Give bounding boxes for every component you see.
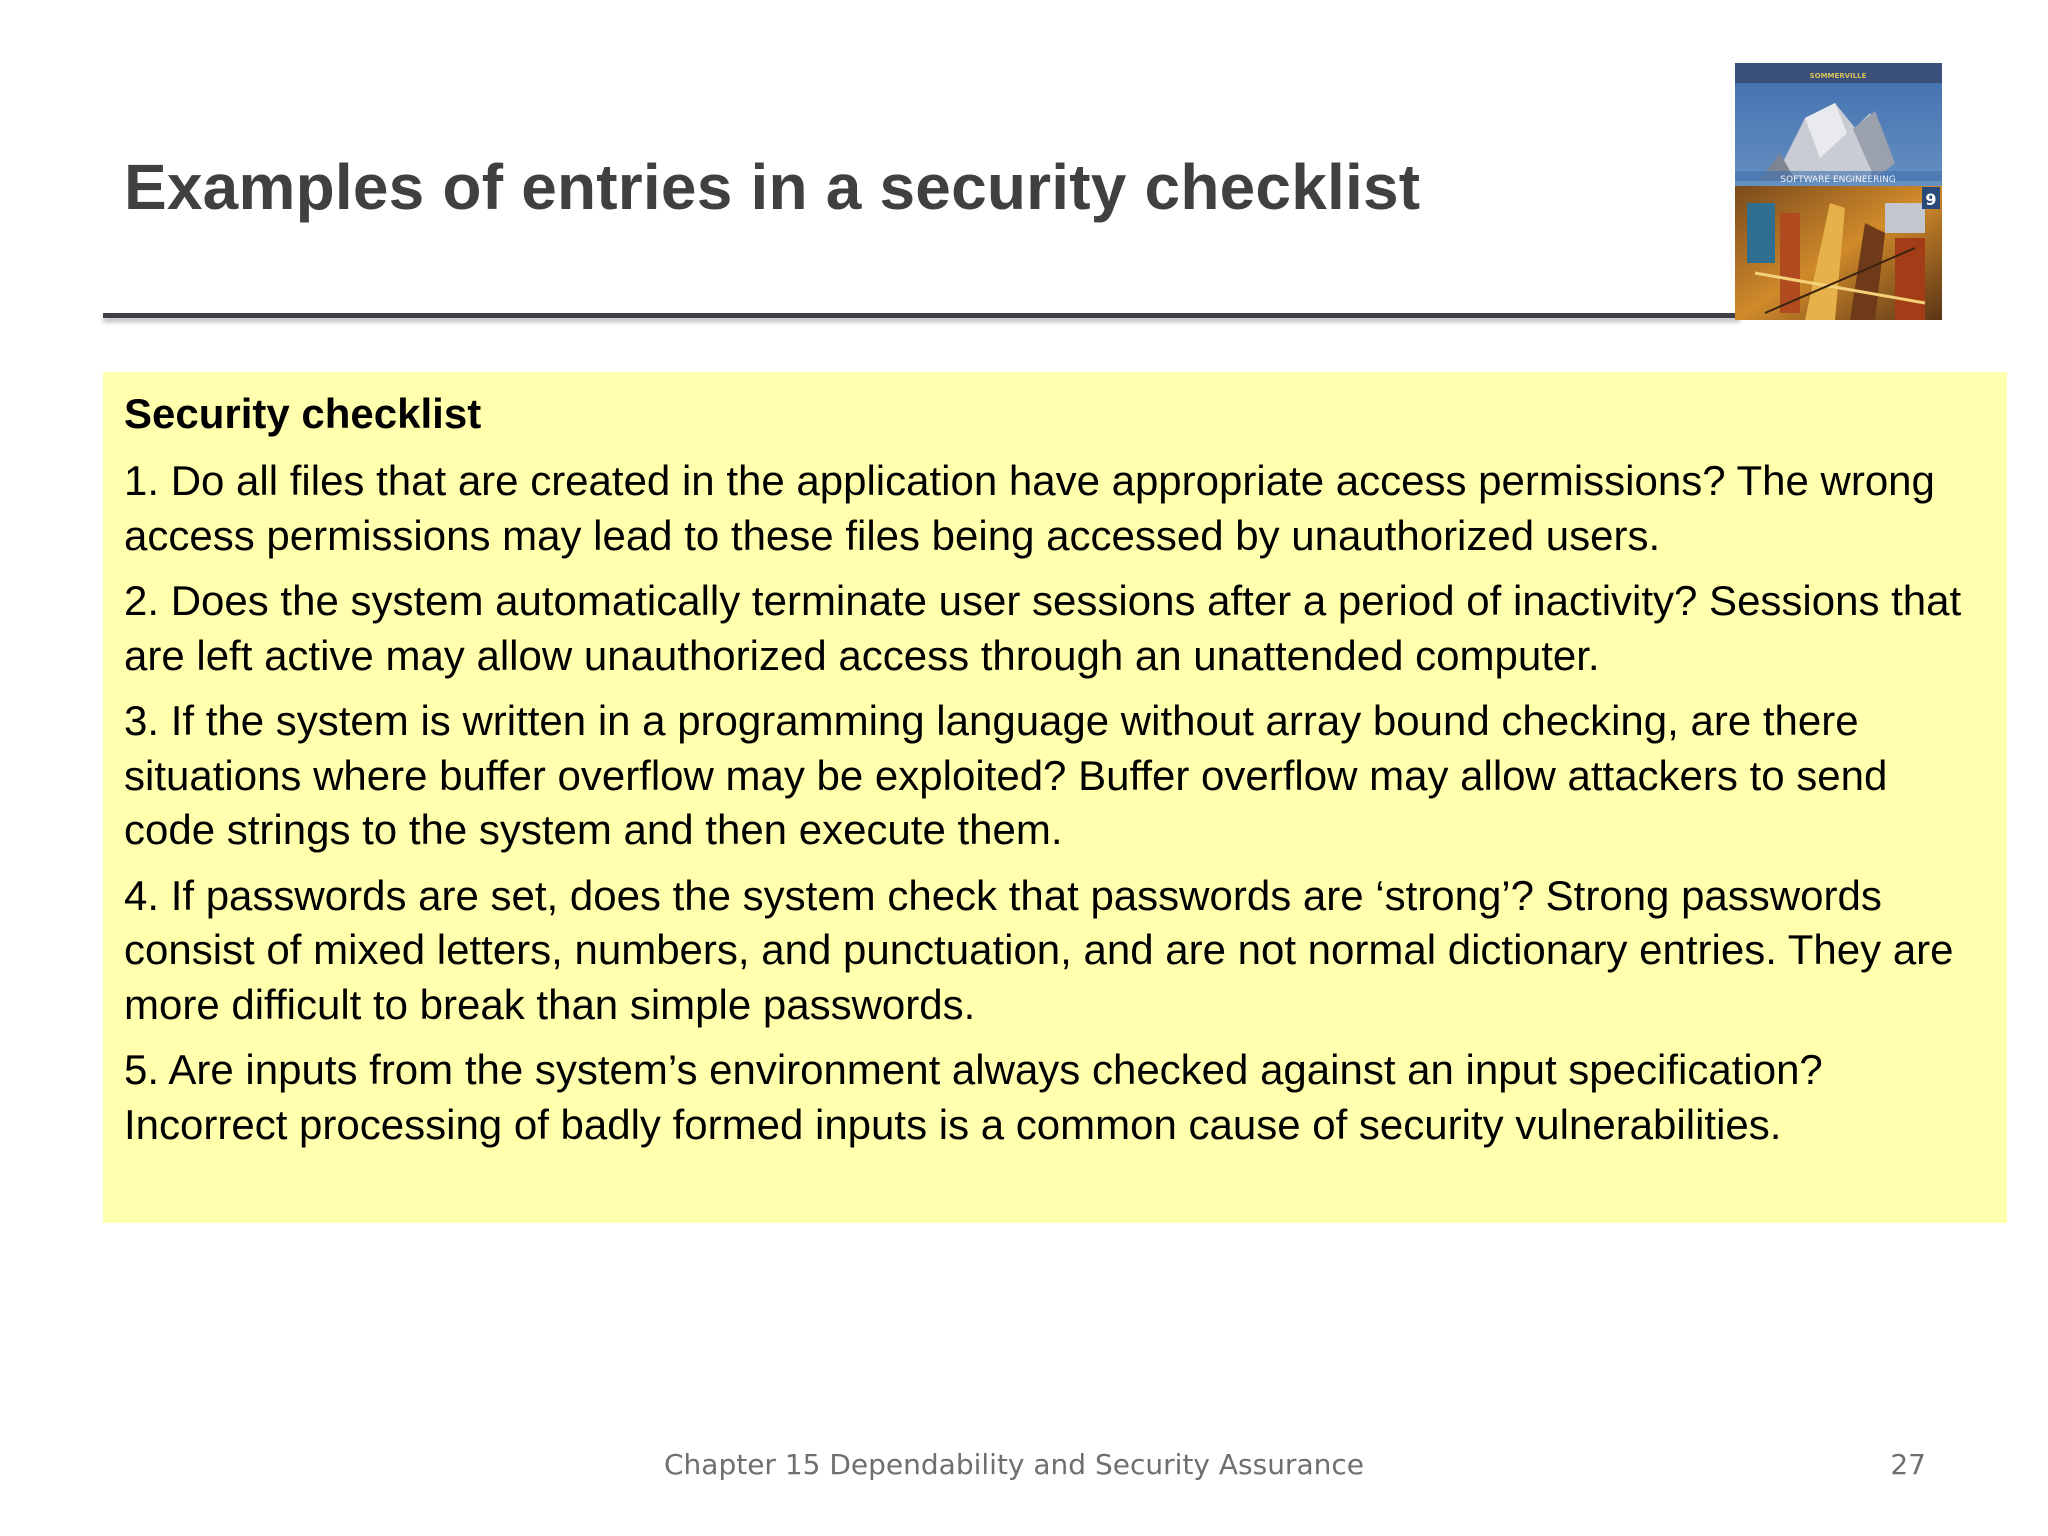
footer-chapter-title: Chapter 15 Dependability and Security Assurance: [664, 1448, 1364, 1481]
checklist-item: 1. Do all files that are created in the application have appropriate access permissions? The wrong access permissions may lead to these files being accessed by unauthorized users.: [124, 457, 1935, 559]
slide-title: Examples of entries in a security checklist: [124, 151, 1421, 223]
checklist-item: 2. Does the system automatically terminate user sessions after a period of inactivity? Sessions that are left active may allow unauthorized access through an unattended computer.: [124, 577, 1962, 679]
book-cover-image: [1735, 63, 1942, 320]
security-checklist-box: [103, 372, 2007, 1223]
checklist-item: 5. Are inputs from the system’s environment always checked against an input specification? Incorrect processing of badly formed inputs is a common cause of security vulnerabilities.: [124, 1046, 1823, 1148]
checklist-item: 4. If passwords are set, does the system check that passwords are ‘strong’? Strong passwords consist of mixed letters, numbers, and punctuation, and are not normal dictionary entries. They are more difficult to break than simple passwords.: [124, 871, 1954, 1028]
cover-top-label: SOMMERVILLE: [1809, 72, 1867, 80]
title-underline: [103, 313, 1740, 318]
cover-edition-number: 9: [1925, 190, 1937, 209]
checklist-heading: Security checklist: [124, 390, 482, 437]
checklist-item: 3. If the system is written in a programming language without array bound checking, are there situations where buffer overflow may be exploited? Buffer overflow may allow attackers to send code strings to the system and then execute them.: [124, 697, 1888, 853]
cover-band-text: SOFTWARE ENGINEERING: [1780, 175, 1896, 185]
footer-page-number: 27: [1890, 1448, 1926, 1481]
